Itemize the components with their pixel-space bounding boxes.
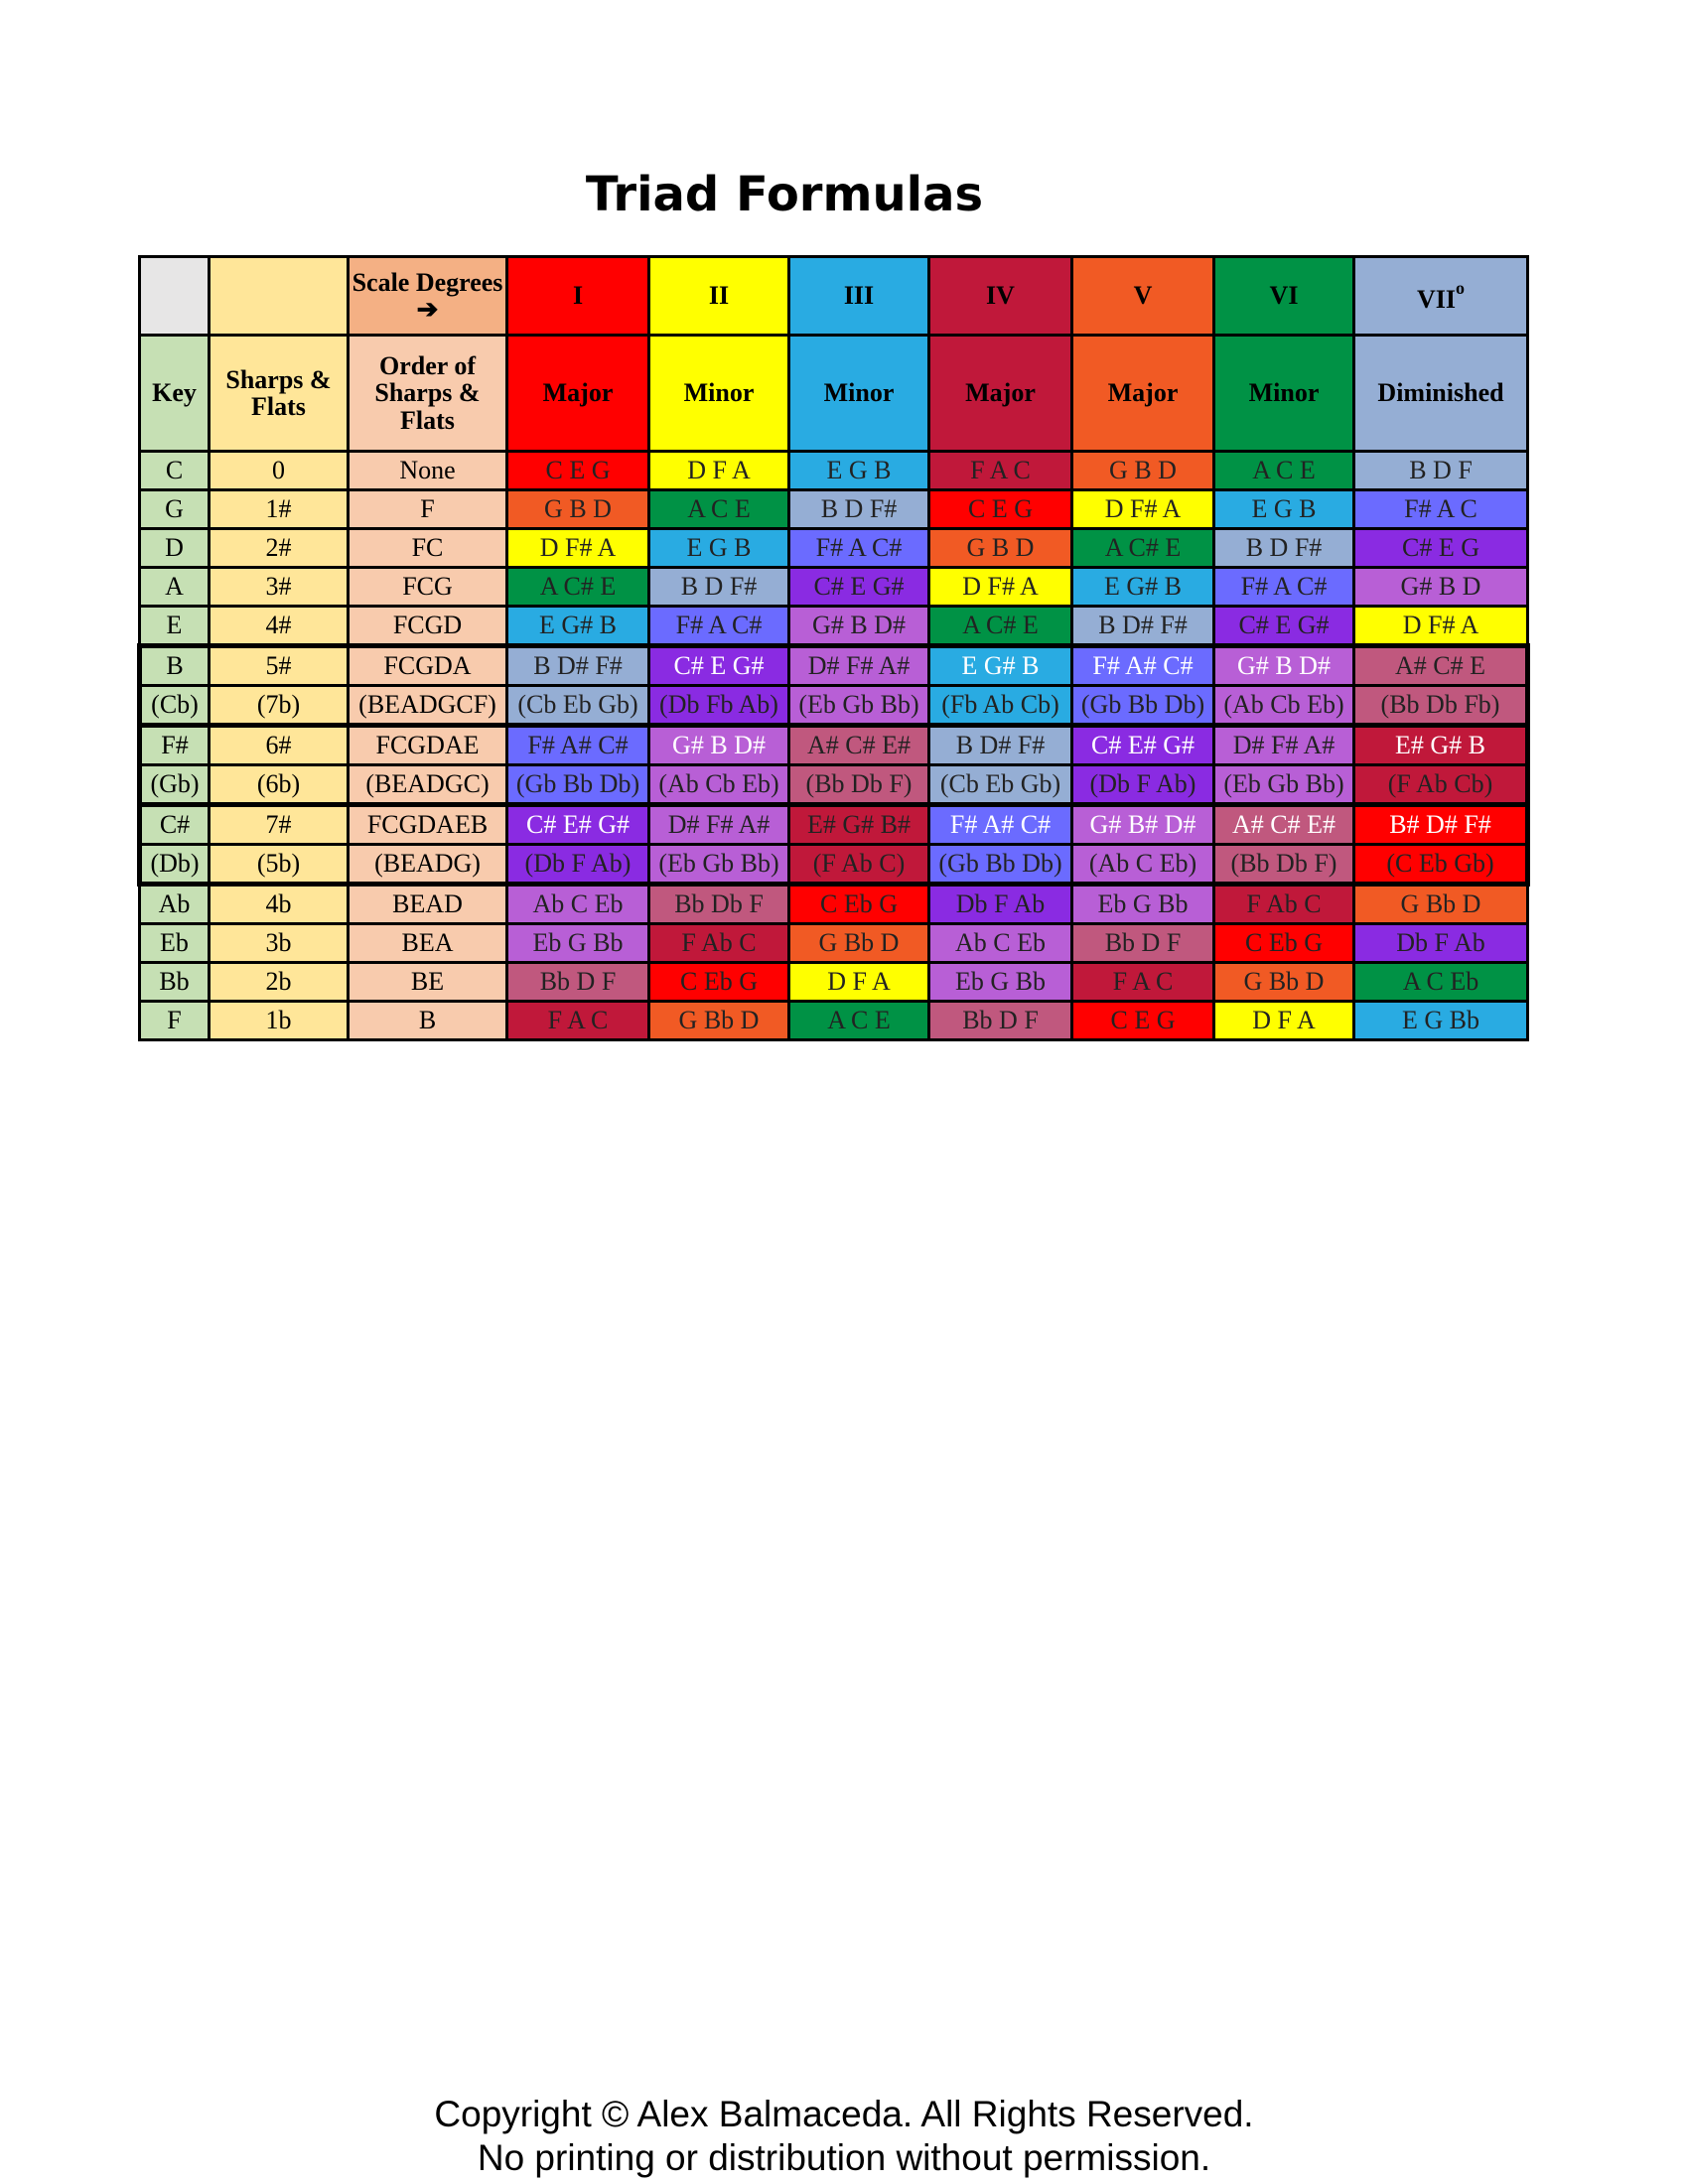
chord-cell: F Ab C	[649, 924, 789, 963]
chord-cell: G# B D	[1354, 568, 1528, 607]
chord-cell: D# F# A#	[789, 646, 929, 686]
chord-cell: F# A# C#	[1072, 646, 1214, 686]
chord-cell: Db F Ab	[1354, 924, 1528, 963]
order-cell: BE	[349, 963, 507, 1002]
quality-header-3: Minor	[789, 336, 929, 452]
chord-cell: D F A	[789, 963, 929, 1002]
chord-cell: C E G	[1072, 1002, 1214, 1040]
table-row	[140, 963, 1528, 1002]
sharps-flats-cell: (7b)	[210, 686, 349, 726]
degree-header-6: VI	[1214, 257, 1354, 336]
quality-header-1: Major	[507, 336, 649, 452]
sharps-flats-cell: (6b)	[210, 765, 349, 805]
chord-cell: A C E	[1214, 452, 1354, 490]
chord-cell: (Cb Eb Gb)	[929, 765, 1072, 805]
chord-cell: Ab C Eb	[929, 924, 1072, 963]
chord-cell: F# A C#	[649, 607, 789, 646]
chord-cell: (Ab C Eb)	[1072, 845, 1214, 885]
chord-cell: D F# A	[929, 568, 1072, 607]
chord-cell: F# A C	[1354, 490, 1528, 529]
table-row	[140, 805, 1528, 845]
key-cell: Bb	[140, 963, 210, 1002]
table-row	[140, 885, 1528, 924]
chord-cell: (Bb Db Fb)	[1354, 686, 1528, 726]
degree-header-7	[1354, 257, 1528, 336]
chord-cell: B D F#	[1214, 529, 1354, 568]
chord-cell: C E G	[507, 452, 649, 490]
chord-cell: G# B# D#	[1072, 805, 1214, 845]
chord-cell: B# D# F#	[1354, 805, 1528, 845]
degree-label: VII	[1416, 284, 1456, 314]
chord-cell: C# E# G#	[507, 805, 649, 845]
table-row	[140, 726, 1528, 765]
chord-cell: G Bb D	[1354, 885, 1528, 924]
sharps-flats-cell: 1b	[210, 1002, 349, 1040]
key-cell: D	[140, 529, 210, 568]
quality-header-5: Major	[1072, 336, 1214, 452]
key-cell: (Cb)	[140, 686, 210, 726]
chord-cell: (Eb Gb Bb)	[1214, 765, 1354, 805]
chord-cell: (F Ab Cb)	[1354, 765, 1528, 805]
chord-cell: A# C# E	[1354, 646, 1528, 686]
footer	[0, 2093, 1688, 2180]
sharps-flats-cell: 4#	[210, 607, 349, 646]
chord-cell: B D F#	[649, 568, 789, 607]
chord-cell: D F A	[649, 452, 789, 490]
chord-cell: A# C# E#	[1214, 805, 1354, 845]
chord-cell: G B D	[507, 490, 649, 529]
table-row	[140, 686, 1528, 726]
copyright-line: Copyright © Alex Balmaceda. All Rights Reserved.	[434, 2094, 1254, 2134]
chord-cell: (F Ab C)	[789, 845, 929, 885]
chord-cell: A C E	[649, 490, 789, 529]
table-row	[140, 646, 1528, 686]
key-cell: F	[140, 1002, 210, 1040]
order-cell: FCGDAE	[349, 726, 507, 765]
sharps-flats-cell: 3#	[210, 568, 349, 607]
sharps-flats-cell: 4b	[210, 885, 349, 924]
chord-cell: C Eb G	[649, 963, 789, 1002]
chord-cell: F# A# C#	[507, 726, 649, 765]
chord-cell: (Db Fb Ab)	[649, 686, 789, 726]
order-header: Order of Sharps & Flats	[349, 336, 507, 452]
chord-cell: (C Eb Gb)	[1354, 845, 1528, 885]
chord-cell: C# E G	[1354, 529, 1528, 568]
chord-cell: E G# B	[507, 607, 649, 646]
key-cell: (Gb)	[140, 765, 210, 805]
chord-cell: B D# F#	[507, 646, 649, 686]
chord-cell: A C# E	[929, 607, 1072, 646]
key-cell: (Db)	[140, 845, 210, 885]
chord-cell: (Gb Bb Db)	[1072, 686, 1214, 726]
order-cell: (BEADGCF)	[349, 686, 507, 726]
chord-cell: D# F# A#	[1214, 726, 1354, 765]
blank-header-cell	[140, 257, 210, 336]
chord-cell: (Db F Ab)	[507, 845, 649, 885]
chord-cell: D# F# A#	[649, 805, 789, 845]
chord-cell: E G B	[789, 452, 929, 490]
degree-header-4: IV	[929, 257, 1072, 336]
key-cell: B	[140, 646, 210, 686]
sharps-flats-header: Sharps & Flats	[210, 336, 349, 452]
permission-line: No printing or distribution without permission.	[477, 2137, 1211, 2178]
chord-cell: A# C# E#	[789, 726, 929, 765]
chord-cell: F A C	[929, 452, 1072, 490]
chord-cell: (Cb Eb Gb)	[507, 686, 649, 726]
chord-cell: (Eb Gb Bb)	[789, 686, 929, 726]
table-row	[140, 607, 1528, 646]
chord-cell: E# G# B	[1354, 726, 1528, 765]
sharps-flats-cell: 2#	[210, 529, 349, 568]
chord-cell: (Bb Db F)	[1214, 845, 1354, 885]
chord-cell: B D F	[1354, 452, 1528, 490]
scale-degrees-header: Scale Degrees ➔	[349, 257, 507, 336]
degree-header-5: V	[1072, 257, 1214, 336]
chord-cell: F# A C#	[789, 529, 929, 568]
chord-cell: C Eb G	[789, 885, 929, 924]
degree-header-3: III	[789, 257, 929, 336]
sharps-flats-cell: 0	[210, 452, 349, 490]
chord-cell: Ab C Eb	[507, 885, 649, 924]
order-cell: FC	[349, 529, 507, 568]
sharps-flats-cell: 3b	[210, 924, 349, 963]
order-cell: (BEADG)	[349, 845, 507, 885]
diminished-circle-symbol: o	[1456, 277, 1465, 298]
chord-cell: Eb G Bb	[1072, 885, 1214, 924]
chord-cell: G# B D#	[649, 726, 789, 765]
blank-header-cell	[210, 257, 349, 336]
chord-cell: (Gb Bb Db)	[929, 845, 1072, 885]
key-cell: G	[140, 490, 210, 529]
order-cell: FCGDA	[349, 646, 507, 686]
sharps-flats-cell: 7#	[210, 805, 349, 845]
order-cell: None	[349, 452, 507, 490]
key-cell: Eb	[140, 924, 210, 963]
quality-header-2: Minor	[649, 336, 789, 452]
sharps-flats-cell: 6#	[210, 726, 349, 765]
chord-cell: Eb G Bb	[929, 963, 1072, 1002]
chord-cell: (Gb Bb Db)	[507, 765, 649, 805]
triad-table	[137, 255, 1530, 1041]
chord-cell: A C# E	[1072, 529, 1214, 568]
table-row	[140, 765, 1528, 805]
sharps-flats-cell: (5b)	[210, 845, 349, 885]
chord-cell: G Bb D	[789, 924, 929, 963]
chord-cell: (Fb Ab Cb)	[929, 686, 1072, 726]
chord-cell: A C# E	[507, 568, 649, 607]
table-row	[140, 845, 1528, 885]
chord-cell: G# B D#	[789, 607, 929, 646]
chord-cell: A C Eb	[1354, 963, 1528, 1002]
chord-cell: A C E	[789, 1002, 929, 1040]
chord-cell: C# E G#	[649, 646, 789, 686]
table-row	[140, 924, 1528, 963]
sharps-flats-cell: 2b	[210, 963, 349, 1002]
chord-cell: G B D	[1072, 452, 1214, 490]
chord-cell: E G# B	[929, 646, 1072, 686]
key-cell: C#	[140, 805, 210, 845]
key-cell: A	[140, 568, 210, 607]
chord-cell: (Ab Cb Eb)	[649, 765, 789, 805]
chord-cell: D F# A	[507, 529, 649, 568]
chord-cell: E G Bb	[1354, 1002, 1528, 1040]
chord-cell: F A C	[1072, 963, 1214, 1002]
degree-header-2: II	[649, 257, 789, 336]
chord-cell: G# B D#	[1214, 646, 1354, 686]
chord-cell: G B D	[929, 529, 1072, 568]
table-row	[140, 1002, 1528, 1040]
order-cell: B	[349, 1002, 507, 1040]
chord-cell: Db F Ab	[929, 885, 1072, 924]
quality-header-row	[140, 336, 1528, 452]
degree-header-row	[140, 257, 1528, 336]
order-cell: (BEADGC)	[349, 765, 507, 805]
chord-cell: C# E# G#	[1072, 726, 1214, 765]
table-row	[140, 490, 1528, 529]
chord-cell: F# A C#	[1214, 568, 1354, 607]
chord-cell: Bb D F	[929, 1002, 1072, 1040]
key-header: Key	[140, 336, 210, 452]
table-row	[140, 452, 1528, 490]
chord-cell: C# E G#	[789, 568, 929, 607]
page-title: Triad Formulas	[585, 167, 984, 222]
chord-cell: Eb G Bb	[507, 924, 649, 963]
chord-cell: F# A# C#	[929, 805, 1072, 845]
chord-cell: C E G	[929, 490, 1072, 529]
chord-cell: F A C	[507, 1002, 649, 1040]
chord-cell: (Ab Cb Eb)	[1214, 686, 1354, 726]
chord-cell: C# E G#	[1214, 607, 1354, 646]
chord-cell: D F# A	[1354, 607, 1528, 646]
chord-cell: G Bb D	[1214, 963, 1354, 1002]
table-row	[140, 529, 1528, 568]
chord-cell: E G B	[649, 529, 789, 568]
chord-cell: G Bb D	[649, 1002, 789, 1040]
chord-cell: (Bb Db F)	[789, 765, 929, 805]
order-cell: FCGDAEB	[349, 805, 507, 845]
order-cell: BEA	[349, 924, 507, 963]
order-cell: F	[349, 490, 507, 529]
key-cell: F#	[140, 726, 210, 765]
key-cell: E	[140, 607, 210, 646]
quality-header-7: Diminished	[1354, 336, 1528, 452]
chord-cell: F Ab C	[1214, 885, 1354, 924]
table-row	[140, 568, 1528, 607]
chord-cell: D F A	[1214, 1002, 1354, 1040]
chord-cell: C Eb G	[1214, 924, 1354, 963]
quality-header-6: Minor	[1214, 336, 1354, 452]
chord-cell: E# G# B#	[789, 805, 929, 845]
quality-header-4: Major	[929, 336, 1072, 452]
chord-cell: B D F#	[789, 490, 929, 529]
chord-cell: E G B	[1214, 490, 1354, 529]
degree-header-1: I	[507, 257, 649, 336]
chord-cell: (Eb Gb Bb)	[649, 845, 789, 885]
key-cell: Ab	[140, 885, 210, 924]
chord-cell: Bb Db F	[649, 885, 789, 924]
chord-cell: B D# F#	[1072, 607, 1214, 646]
chord-cell: (Db F Ab)	[1072, 765, 1214, 805]
chord-cell: Bb D F	[1072, 924, 1214, 963]
order-cell: BEAD	[349, 885, 507, 924]
sharps-flats-cell: 5#	[210, 646, 349, 686]
key-cell: C	[140, 452, 210, 490]
chord-cell: Bb D F	[507, 963, 649, 1002]
chord-cell: B D# F#	[929, 726, 1072, 765]
chord-cell: D F# A	[1072, 490, 1214, 529]
sharps-flats-cell: 1#	[210, 490, 349, 529]
order-cell: FCGD	[349, 607, 507, 646]
order-cell: FCG	[349, 568, 507, 607]
chord-cell: E G# B	[1072, 568, 1214, 607]
